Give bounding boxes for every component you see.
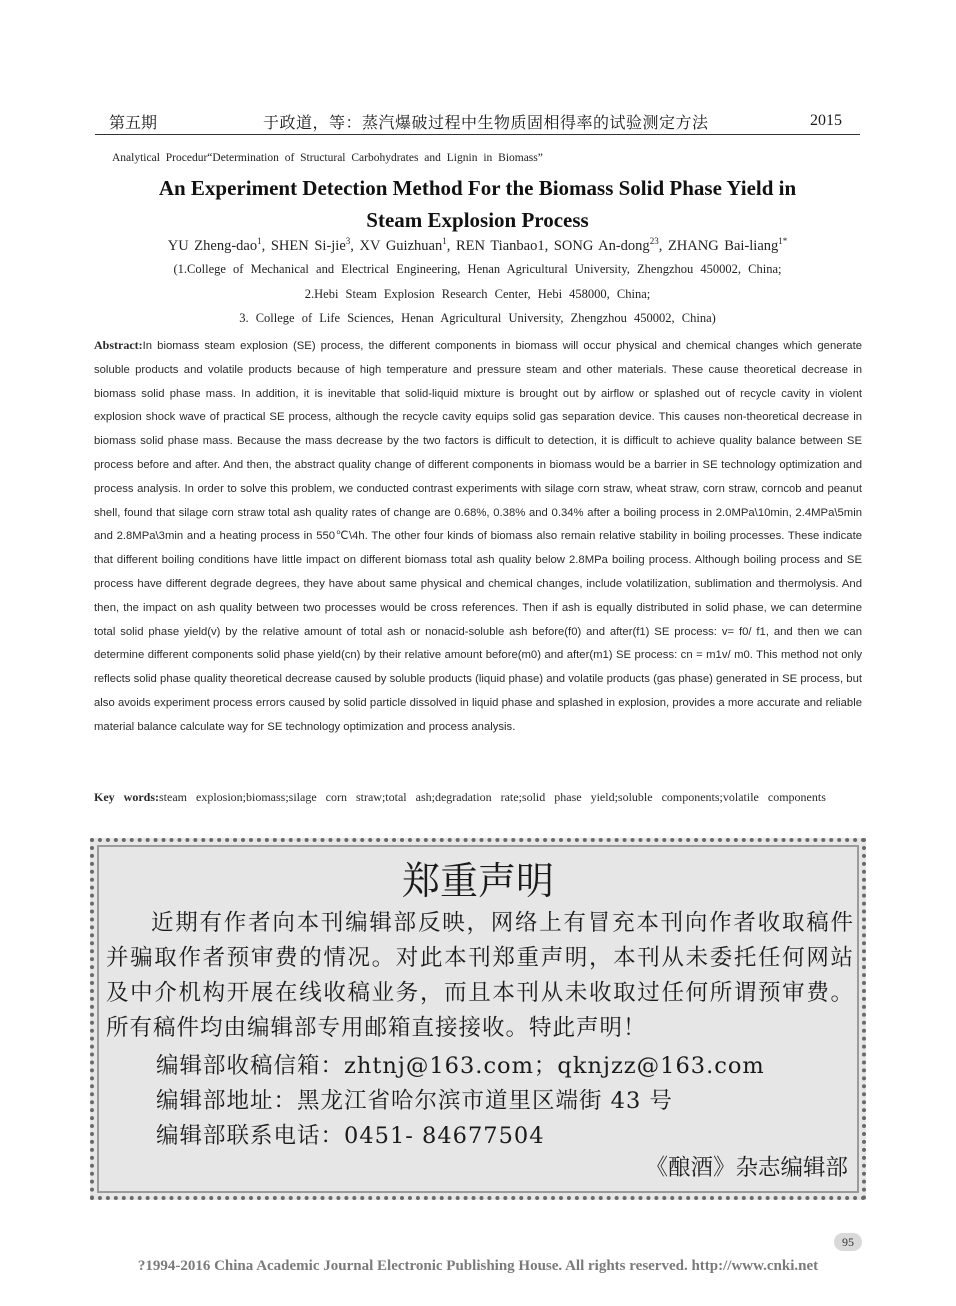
header-year: 2015 (810, 112, 842, 129)
issue-label: 第五期 (109, 113, 158, 132)
running-title: 于政道，等：蒸汽爆破过程中生物质固相得率的试验测定方法 (263, 113, 709, 132)
notice-address-line: 编辑部地址：黑龙江省哈尔滨市道里区端街 43 号 (156, 1088, 673, 1114)
keywords-label: Key words: (94, 790, 159, 804)
author-affil-mark: 1 (257, 236, 262, 246)
page-number: 95 (834, 1233, 862, 1251)
abstract-text: In biomass steam explosion (SE) process, the different components in biomass will occur physical and chemical changes which generate soluble products and volatile products because of high temperature and pressure steam and other materials. These cause theoretical decrease in biomass solid phase mass. In addition, it is inevitable that solid-liquid mixture is brought out by airflow or splashed out of recycle cavity in violent explosion shock wave of practical SE process, although the recycle cavity equips solid gas separation device. This causes non-theoretical decrease in biomass solid phase mass. Because the mass decrease by the two factors is difficult to detection, it is difficult to achieve quality balance between SE process before and after. And then, the abstract quality change of different components in biomass would be a barrier in SE technology optimization and process analysis. In order to solve this problem, we conducted contrast experiments with silage corn straw, wheat straw, corn straw, corncob and peanut shell, found that silage corn straw total ash quality rates of change are 0.68%, 0.38% and 0.34% after a boiling process in 2.0MPa\10min, 2.4MPa\5min and 2.8MPa\3min and a heating process in 550℃\4h. The other four kinds of biomass also remain relative stability in boiling processes. These indicate that different boiling conditions have little impact on different biomass total ash quality below 2.8MPa boiling process. Although boiling process and SE process have different degrade degrees, they have about same physical and chemical changes, include volatilization, sublimation and thermolysis. And then, the impact on ash quality between two processes would be cross references. Then if ash is equally distributed in solid phase, we can determine total solid phase yield(v) by the relative amount of total ash or nonacid-soluble ash before(f0) and after(f1) SE process: v= f0/ f1, and then we can determine different components solid phase yield(cn) by their relative amount before(m0) and after(m1) SE process: cn = m1v/ m0. This method not only reflects solid phase quality theoretical decrease caused by soluble products (liquid phase) and volatile products (gas phase) generated in SE process, but also avoids experiment process errors caused by solid particle dissolved in liquid phase and splashed in explosion, provides a more accurate and reliable material balance calculate way for SE technology optimization and process analysis. (94, 340, 862, 733)
author-name: XV Guizhuan (359, 237, 443, 254)
abstract (94, 334, 862, 740)
abstract-label: Abstract: (94, 338, 143, 352)
author-affil-mark: 1* (778, 236, 788, 246)
copyright-footer: ?1994-2016 China Academic Journal Electronic Publishing House. All rights reserved. http://www.cnki.net (137, 1258, 819, 1274)
author-affil-mark: 3 (345, 236, 351, 246)
reference-line: Analytical Procedur“Determination of Structural Carbohydrates and Lignin in Biomass” (112, 152, 543, 164)
author-name: YU Zheng-dao (167, 237, 258, 254)
author-name: ZHANG Bai-liang (667, 237, 779, 254)
affiliation-1: (1.College of Mechanical and Electrical Engineering, Henan Agricultural University, Zhengzhou 450002, China; (173, 262, 782, 276)
author-affil-mark: 23 (649, 236, 659, 246)
author-list: YU Zheng-dao$^1$, SHEN Si-jie$^3$, XV Guizhuan$^1$, REN Tianbao1, SONG An-dong$^{23}$, ZHANG Bai-liang$^{1*}$ (167, 236, 788, 254)
author-affil-mark: 1 (442, 236, 447, 246)
author-name: SHEN Si-jie (270, 237, 346, 254)
notice-body: 近期有作者向本刊编辑部反映，网络上有冒充本刊向作者收取稿件并骗取作者预审费的情况。对此本刊郑重声明，本刊从未委托任何网站及中介机构开展在线收稿业务，而且本刊从未收取过任何所谓预审费。所有稿件均由编辑部专用邮箱直接接收。特此声明！ (106, 910, 854, 1041)
notice-email-line: 编辑部收稿信箱：zhtnj@163.com；qknjzz@163.com (156, 1053, 765, 1079)
author-name: REN Tianbao1 (455, 237, 545, 254)
paper-title (95, 172, 860, 236)
title-line-1: An Experiment Detection Method For the Biomass Solid Phase Yield in (158, 176, 797, 200)
affiliation-2: 2.Hebi Steam Explosion Research Center, Hebi 458000, China; (304, 287, 651, 301)
keywords (94, 786, 862, 809)
title-line-2: Steam Explosion Process (366, 208, 589, 232)
author-name: SONG An-dong (553, 237, 650, 254)
notice-signature: 《酿酒》杂志编辑部 (645, 1155, 848, 1181)
notice-title: 郑重声明 (401, 859, 554, 903)
keywords-text: steam explosion;biomass;silage corn straw;total ash;degradation rate;solid phase yield;soluble components;volatile components (159, 790, 826, 804)
notice-phone-line: 编辑部联系电话：0451- 84677504 (156, 1123, 545, 1149)
affiliation-3: 3. College of Life Sciences, Henan Agricultural University, Zhengzhou 450002, China) (239, 311, 716, 325)
running-header (95, 108, 860, 135)
notice-box (90, 838, 866, 1200)
